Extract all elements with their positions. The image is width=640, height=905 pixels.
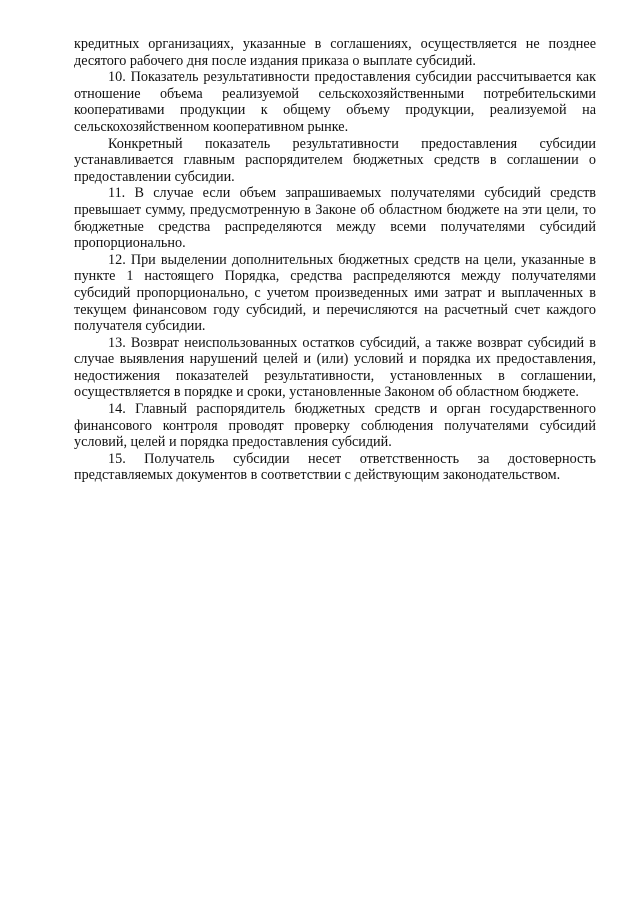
paragraph-10-indicator: Конкретный показатель результативности предоставления субсидии устанавливается главным распорядителем бюджетных средств в соглашении о предоставлении субсидии. xyxy=(74,135,596,185)
paragraph-10: 10. Показатель результативности предоставления субсидии рассчитывается как отношение объема реализуемой сельскохозяйственными потребительскими кооперативами продукции к общему объему продукции, реализуемой на сельскохозяйственном кооперативном рынке. xyxy=(74,69,596,135)
paragraph-11: 11. В случае если объем запрашиваемых получателями субсидий средств превышает сумму, предусмотренную в Законе об областном бюджете на эти цели, то бюджетные средства распределяются между всеми получателями субсидий пропорционально. xyxy=(74,185,596,252)
paragraph-continuation: кредитных организациях, указанные в соглашениях, осуществляется не позднее десятого рабочего дня после издания приказа о выплате субсидий. xyxy=(74,36,596,69)
paragraph-15: 15. Получатель субсидии несет ответственность за достоверность представляемых документов в соответствии с действующим законодательством. xyxy=(74,450,596,484)
paragraph-13: 13. Возврат неиспользованных остатков субсидий, а также возврат субсидий в случае выявления нарушений целей и (или) условий и порядка их предоставления, недостижения показателей результативности, установленных в соглашении, осуществляется в порядке и сроки, установленные Законом об областном бюджете. xyxy=(74,334,596,401)
paragraph-12: 12. При выделении дополнительных бюджетных средств на цели, указанные в пункте 1 настоящего Порядка, средства распределяются между получателями субсидий пропорционально, с учетом произведенных ими затрат и выплаченных в текущем финансовом году субсидий, и перечисляются на расчетный счет каждого получателя субсидии. xyxy=(74,251,596,335)
paragraph-14: 14. Главный распорядитель бюджетных средств и орган государственного финансового контроля проводят проверку соблюдения получателями субсидий условий, целей и порядка предоставления субсидий. xyxy=(74,401,596,451)
document-page xyxy=(74,36,596,484)
